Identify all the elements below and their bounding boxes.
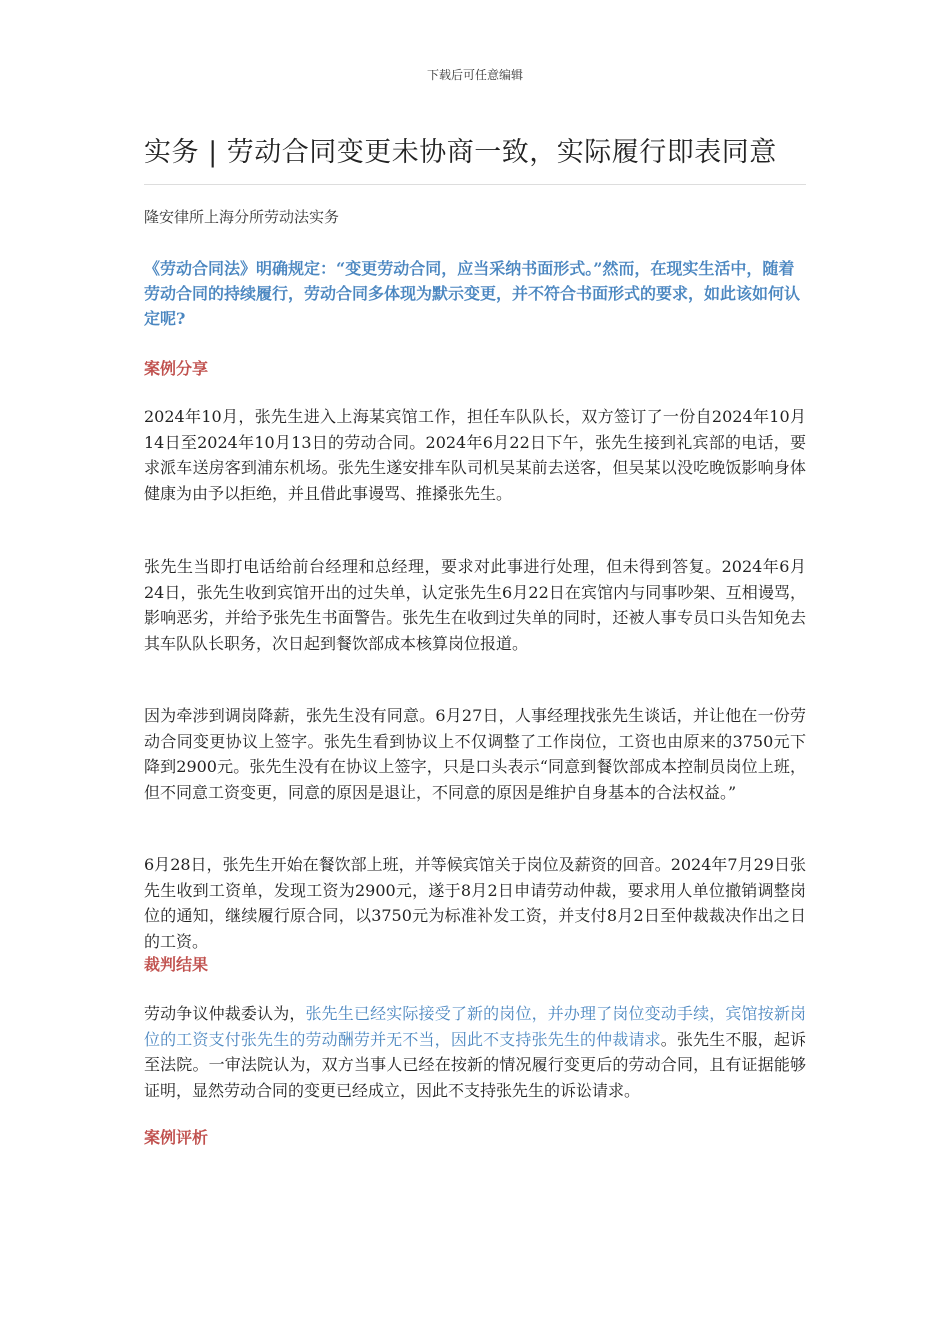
paragraph-4: 6月28日，张先生开始在餐饮部上班，并等候宾馆关于岗位及薪资的回音。2024年7月29日张先生收到工资单，发现工资为2900元，遂于8月2日申请劳动仲裁，要求用人单位撤销调整岗位的通知，继续履行原合同，以3750元为标准补发工资，并支付8月2日至仲裁裁决作出之日的工资。 bbox=[144, 855, 806, 951]
paragraph-3: 因为牵涉到调岗降薪，张先生没有同意。6月27日，人事经理找张先生谈话，并让他在一份劳动合同变更协议上签字。张先生看到协议上不仅调整了工作岗位，工资也由原来的3750元下降到2900元。张先生没有在协议上签字，只是口头表示“同意到餐饮部成本控制员岗位上班，但不同意工资变更，同意的原因是退让，不同意的原因是维护自身基本的合法权益。” bbox=[144, 706, 806, 802]
paragraph-5-rest: 。张先生不服，起诉至法院。一审法院认为，双方当事人已经在按新的情况履行变更后的劳动合同，且有证据能够证明，显然劳动合同的变更已经成立，因此不支持张先生的诉讼请求。 bbox=[144, 1029, 806, 1100]
paragraph-1: 2024年10月，张先生进入上海某宾馆工作，担任车队队长，双方签订了一份自2024年10月14日至2024年10月13日的劳动合同。2024年6月22日下午，张先生接到礼宾部的电话，要求派车送房客到浦东机场。张先生遂安排车队司机吴某前去送客，但吴某以没吃晚饭影响身体健康为由予以拒绝，并且借此事谩骂、推搡张先生。 bbox=[144, 407, 806, 503]
paragraph-5 bbox=[144, 1001, 806, 1103]
paragraph-5-intro: 劳动争议仲裁委认为， bbox=[144, 1004, 306, 1023]
section-heading-analysis: 案例评析 bbox=[144, 1128, 209, 1147]
paragraph-5-highlight: 张先生已经实际接受了新的岗位，并办理了岗位变动手续，宾馆按新岗位的工资支付张先生的劳动酬劳并无不当，因此不支持张先生的仲裁请求 bbox=[144, 1004, 806, 1049]
author-line: 隆安律所上海分所劳动法实务 bbox=[144, 208, 340, 226]
section-heading-judgment: 裁判结果 bbox=[144, 955, 209, 974]
title-divider bbox=[144, 184, 806, 185]
section-heading-case-share: 案例分享 bbox=[144, 359, 209, 378]
paragraph-2: 张先生当即打电话给前台经理和总经理，要求对此事进行处理，但未得到答复。2024年6月24日，张先生收到宾馆开出的过失单，认定张先生6月22日在宾馆内与同事吵架、互相谩骂，影响恶劣，并给予张先生书面警告。张先生在收到过失单的同时，还被人事专员口头告知免去其车队队长职务，次日起到餐饮部成本核算岗位报道。 bbox=[144, 557, 806, 653]
lead-paragraph: 《劳动合同法》明确规定：“变更劳动合同，应当采纳书面形式。”然而，在现实生活中，随着劳动合同的持续履行，劳动合同多体现为默示变更，并不符合书面形式的要求，如此该如何认定呢? bbox=[144, 259, 801, 328]
page-title: 实务 | 劳动合同变更未协商一致，实际履行即表同意 bbox=[144, 137, 777, 168]
header-note: 下载后可任意编辑 bbox=[426, 68, 523, 82]
